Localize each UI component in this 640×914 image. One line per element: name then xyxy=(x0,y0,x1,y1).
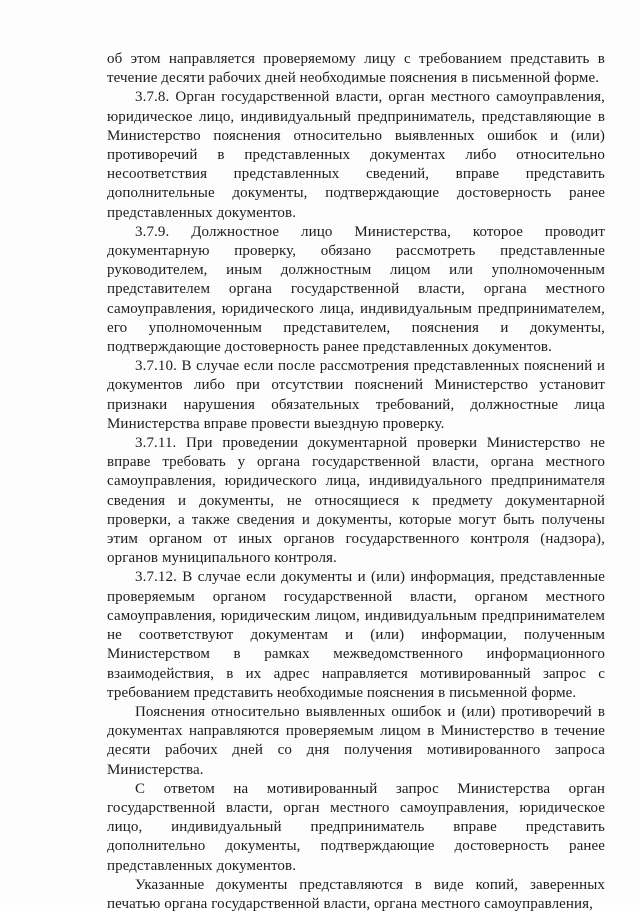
paragraph-3-7-12: 3.7.12. В случае если документы и (или) информация, представленные проверяемым органом государственной власти, органом местного самоуправления, юридическим лицом, индивидуальным предпринимателем не соответствуют документам и (или) информации, полученным Министерством в рамках межведомственного информационного взаимодействия, в их адрес направляется мотивированный запрос с требованием представить необходимые пояснения в письменной форме. xyxy=(107,569,605,701)
paragraph-3-7-10: 3.7.10. В случае если после рассмотрения представленных пояснений и документов либо при отсутствии пояснений Министерство установит признаки нарушения обязательных требований, должностные лица Министерства вправе провести выездную проверку. xyxy=(107,358,605,432)
paragraph-3-7-9: 3.7.9. Должностное лицо Министерства, которое проводит документарную проверку, обязано рассмотреть представленные руководителем, иным должностным лицом или уполномоченным представителем органа государственной власти, органа местного самоуправления, юридического лица, индивидуальным предпринимателем, его уполномоченным представителем, пояснения и документы, подтверждающие достоверность ранее представленных документов. xyxy=(107,223,605,356)
paragraph-copies: Указанные документы представляются в виде копий, заверенных печатью органа государственной власти, органа местного самоуправления, xyxy=(107,876,605,912)
paragraph-continuation: об этом направляется проверяемому лицу с требованием представить в течение десяти рабочих дней необходимые пояснения в письменной форме. xyxy=(107,51,605,87)
paragraph-response: С ответом на мотивированный запрос Министерства орган государственной власти, орган местного самоуправления, юридическое лицо, индивидуальный предприниматель вправе представить дополнительно документы, подтверждающие достоверность ранее представленных документов. xyxy=(107,780,605,874)
paragraph-explanations: Пояснения относительно выявленных ошибок и (или) противоречий в документах направляются проверяемым лицом в Министерство в течение десяти рабочих дней со дня получения мотивированного запроса Министерства. xyxy=(107,703,605,778)
paragraph-3-7-8: 3.7.8. Орган государственной власти, орган местного самоуправления, юридическое лицо, индивидуальный предприниматель, представляющие в Министерство пояснения относительно выявленных ошибок и (или) противоречий в представленных документах либо относительно несоответствия представленных сведений, вправе представить дополнительные документы, подтверждающие достоверность ранее представленных документов. xyxy=(107,89,605,221)
document-body xyxy=(107,50,605,914)
paragraph-3-7-11: 3.7.11. При проведении документарной проверки Министерство не вправе требовать у органа государственной власти, органа местного самоуправления, юридического лица, индивидуального предпринимателя сведения и документы, не относящиеся к предмету документарной проверки, а также сведения и документы, которые могут быть получены этим органом от иных органов государственного контроля (надзора), органов муниципального контроля. xyxy=(107,435,605,567)
